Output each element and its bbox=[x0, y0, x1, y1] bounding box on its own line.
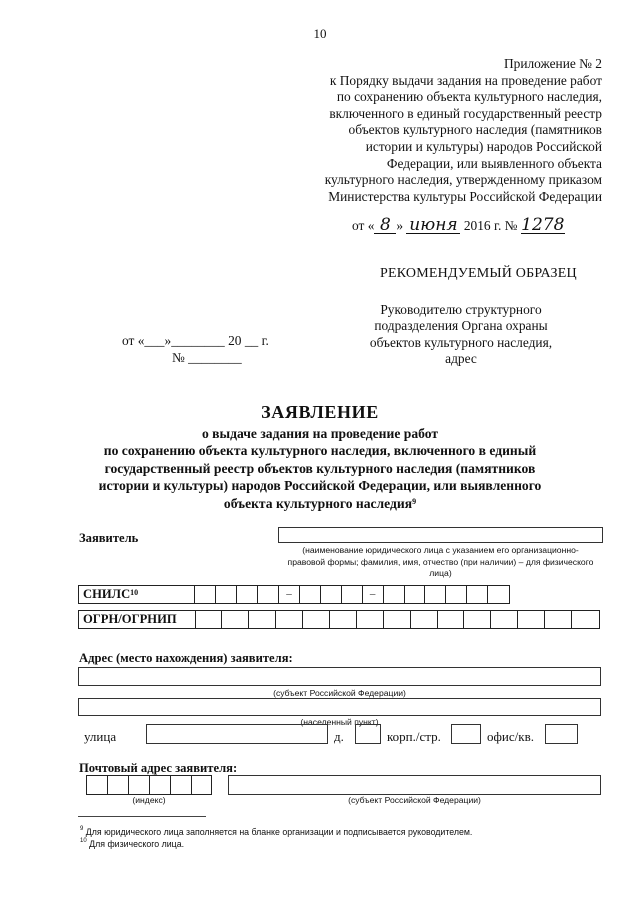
postal-index-cell[interactable] bbox=[129, 776, 150, 794]
appendix-line: Федерации, или выявленного объекта bbox=[386, 155, 602, 171]
subtitle-line: о выдаче задания на проведение работ bbox=[201, 426, 439, 441]
appendix-line: Приложение № 2 bbox=[503, 56, 602, 71]
snils-grid bbox=[78, 585, 510, 604]
footnote-ref: 9 bbox=[412, 496, 417, 506]
snils-cell[interactable] bbox=[258, 586, 279, 603]
applicant-name-field[interactable] bbox=[278, 527, 603, 543]
snils-cell[interactable] bbox=[425, 586, 446, 603]
snils-cell[interactable] bbox=[300, 586, 321, 603]
snils-cell[interactable] bbox=[342, 586, 363, 603]
postal-subject-hint: (субъект Российской Федерации) bbox=[348, 795, 481, 805]
footnote-divider bbox=[78, 816, 206, 817]
order-date-line bbox=[352, 215, 565, 235]
order-day-handwritten: 8 bbox=[374, 218, 396, 234]
snils-cell[interactable] bbox=[467, 586, 488, 603]
ogrn-cell[interactable] bbox=[249, 611, 276, 628]
postal-index-cell[interactable] bbox=[150, 776, 171, 794]
appendix-line: объектов культурного наследия (памятников bbox=[348, 122, 602, 138]
postal-index-cell[interactable] bbox=[108, 776, 129, 794]
addressee-line: адрес bbox=[445, 351, 477, 367]
snils-cell[interactable] bbox=[216, 586, 237, 603]
hint-line: лица) bbox=[429, 568, 452, 578]
appendix-line: к Порядку выдачи задания на проведение работ bbox=[329, 72, 602, 88]
address-locality-hint: (населенный пункт) bbox=[300, 717, 379, 727]
ogrn-grid bbox=[78, 610, 600, 629]
snils-cell[interactable] bbox=[237, 586, 258, 603]
order-mid: » bbox=[396, 218, 404, 233]
ogrn-cell[interactable] bbox=[222, 611, 249, 628]
postal-address-label: Почтовый адрес заявителя: bbox=[79, 761, 238, 775]
order-year: 2016 г. № bbox=[463, 218, 518, 233]
office-label: офис/кв. bbox=[487, 729, 534, 744]
subtitle-line: государственный реестр объектов культурного наследия (памятников bbox=[104, 460, 536, 476]
ogrn-label: ОГРН/ОГРНИП bbox=[79, 611, 196, 628]
building-label: корп./стр. bbox=[387, 729, 441, 744]
applicant-hint bbox=[278, 545, 603, 580]
address-locality-field[interactable] bbox=[78, 698, 601, 716]
address-subject-hint: (субъект Российской Федерации) bbox=[273, 688, 406, 698]
ogrn-cell[interactable] bbox=[464, 611, 491, 628]
house-field[interactable] bbox=[355, 724, 381, 744]
addressee-line: подразделения Органа охраны bbox=[374, 318, 548, 334]
subtitle-line: истории и культуры) народов Российской Федерации, или выявленного bbox=[98, 478, 542, 494]
order-month-handwritten: июня bbox=[406, 218, 460, 234]
appendix-line: по сохранению объекта культурного наследия, bbox=[336, 89, 602, 105]
snils-cell[interactable] bbox=[195, 586, 216, 603]
ogrn-cell[interactable] bbox=[357, 611, 384, 628]
house-label: д. bbox=[334, 729, 344, 744]
ogrn-cell[interactable] bbox=[276, 611, 303, 628]
building-field[interactable] bbox=[451, 724, 481, 744]
page-number: 10 bbox=[313, 26, 327, 41]
ogrn-cell[interactable] bbox=[196, 611, 223, 628]
subtitle-line-last bbox=[60, 495, 580, 512]
ogrn-cell[interactable] bbox=[330, 611, 357, 628]
snils-cell[interactable] bbox=[405, 586, 426, 603]
postal-index-hint: (индекс) bbox=[132, 795, 166, 805]
recommended-sample-label: РЕКОМЕНДУЕМЫЙ ОБРАЗЕЦ bbox=[380, 266, 577, 281]
office-field[interactable] bbox=[545, 724, 578, 744]
snils-cell[interactable] bbox=[446, 586, 467, 603]
ogrn-cell[interactable] bbox=[438, 611, 465, 628]
order-prefix: от « bbox=[352, 218, 375, 233]
subtitle-line: по сохранению объекта культурного наследия, включенного в единый bbox=[103, 443, 537, 459]
postal-index-cell[interactable] bbox=[171, 776, 192, 794]
application-number-field[interactable]: № ________ bbox=[172, 350, 242, 365]
appendix-line: культурного наследия, утвержденному приказом bbox=[324, 172, 602, 188]
ogrn-cell[interactable] bbox=[518, 611, 545, 628]
postal-index-grid bbox=[86, 775, 212, 795]
appendix-header bbox=[282, 56, 602, 205]
addressee-line: Руководителю структурного bbox=[380, 302, 542, 317]
street-field[interactable] bbox=[146, 724, 328, 744]
snils-separator: – bbox=[363, 586, 384, 603]
document-title: ЗАЯВЛЕНИЕ bbox=[261, 402, 379, 422]
snils-cell[interactable] bbox=[321, 586, 342, 603]
addressee-block bbox=[336, 302, 586, 368]
appendix-line: Министерства культуры Российской Федерации bbox=[328, 188, 602, 204]
address-subject-field[interactable] bbox=[78, 667, 601, 686]
address-label: Адрес (место нахождения) заявителя: bbox=[79, 651, 293, 665]
order-number-handwritten: 1278 bbox=[521, 215, 565, 235]
appendix-line: истории и культуры) народов Российской bbox=[365, 138, 602, 154]
snils-cell[interactable] bbox=[384, 586, 405, 603]
application-date-field[interactable]: от «___»________ 20 __ г. bbox=[122, 333, 269, 348]
footnote-9: $^9$ Для юридического лица заполняется на бланке организации и подписывается руководителем. bbox=[80, 826, 473, 837]
applicant-label: Заявитель bbox=[79, 531, 139, 545]
snils-label: СНИЛС$^{10}$ bbox=[79, 586, 195, 603]
ogrn-cell[interactable] bbox=[491, 611, 518, 628]
snils-cell[interactable] bbox=[488, 586, 509, 603]
ogrn-cell[interactable] bbox=[545, 611, 572, 628]
ogrn-cell[interactable] bbox=[572, 611, 599, 628]
appendix-line: включенного в единый государственный реестр bbox=[329, 105, 602, 121]
ogrn-cell[interactable] bbox=[303, 611, 330, 628]
postal-subject-field[interactable] bbox=[228, 775, 601, 795]
ogrn-cell[interactable] bbox=[411, 611, 438, 628]
footnote-10: $^{10}$ Для физического лица. bbox=[80, 838, 185, 849]
ogrn-cell[interactable] bbox=[384, 611, 411, 628]
addressee-line: объектов культурного наследия, bbox=[369, 334, 553, 350]
postal-index-cell[interactable] bbox=[87, 776, 108, 794]
document-subtitle bbox=[60, 425, 580, 512]
street-label: улица bbox=[84, 729, 117, 744]
postal-index-cell[interactable] bbox=[192, 776, 211, 794]
snils-separator: – bbox=[279, 586, 300, 603]
subtitle-line: объекта культурного наследия bbox=[223, 495, 413, 511]
hint-line: (наименование юридического лица с указанием его организационно- bbox=[302, 545, 579, 555]
hint-line: правовой формы; фамилия, имя, отчество (при наличии) – для физического bbox=[287, 556, 594, 567]
